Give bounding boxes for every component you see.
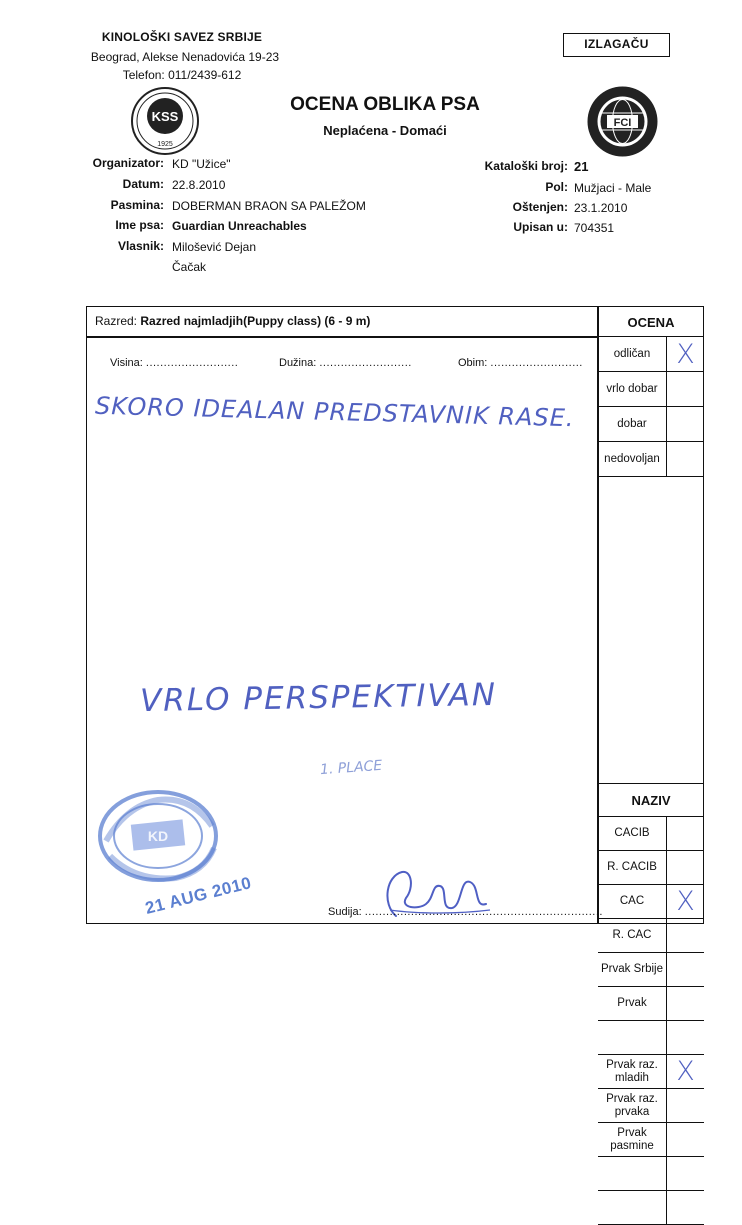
naziv-label — [598, 1191, 667, 1225]
ocena-checkbox[interactable] — [667, 407, 704, 442]
ocena-row — [598, 337, 704, 372]
naziv-label: Prvak raz. mladih — [598, 1055, 667, 1089]
ocena-row — [598, 372, 704, 407]
naziv-label: CACIB — [598, 817, 667, 851]
naziv-label: Prvak raz. prvaka — [598, 1089, 667, 1123]
ocena-label: nedovoljan — [598, 442, 667, 477]
naziv-list — [598, 817, 704, 1225]
razred-label: Razred: — [95, 314, 138, 328]
ocena-checkbox[interactable] — [667, 442, 704, 477]
visina-field — [110, 357, 238, 369]
naziv-label: R. CACIB — [598, 851, 667, 885]
handwritten-placement: 1. PLACE — [319, 757, 383, 779]
naziv-label: CAC — [598, 885, 667, 919]
ocena-list — [598, 337, 704, 477]
naziv-checkbox[interactable] — [667, 817, 704, 851]
organization-name: KINOLOŠKI SAVEZ SRBIJE — [101, 30, 263, 44]
naziv-checkbox[interactable] — [667, 1191, 704, 1225]
naziv-row — [598, 1123, 704, 1157]
sudija-label: Sudija: — [328, 906, 362, 918]
obim-dots: .......................... — [490, 357, 583, 369]
fci-logo-icon — [586, 85, 659, 158]
naziv-checkbox[interactable] — [667, 1089, 704, 1123]
naziv-label: Prvak pasmine — [598, 1123, 667, 1157]
naziv-checkbox[interactable]: X — [667, 885, 704, 919]
naziv-header: NAZIV — [598, 783, 704, 817]
stamp-inner-text: KD — [147, 828, 169, 844]
ime-psa-label: Ime psa: — [115, 218, 164, 232]
ocena-label: vrlo dobar — [598, 372, 667, 407]
naziv-label: Prvak Srbije — [598, 953, 667, 987]
naziv-checkbox[interactable] — [667, 953, 704, 987]
naziv-row — [598, 851, 704, 885]
copy-label-box: IZLAGAČU — [563, 33, 670, 57]
class-row-divider — [86, 336, 599, 338]
form-title: OCENA OBLIKA PSA — [290, 94, 480, 115]
vlasnik-label: Vlasnik: — [117, 239, 164, 253]
naziv-checkbox[interactable] — [667, 851, 704, 885]
form-subtitle: Neplaćena - Domaći — [323, 123, 447, 138]
ocena-header: OCENA — [598, 306, 704, 337]
pol-label: Pol: — [545, 180, 568, 194]
sudija-field — [328, 906, 603, 918]
naziv-checkbox[interactable] — [667, 1123, 704, 1157]
ostenjen-value: 23.1.2010 — [574, 201, 628, 215]
stamp-date: 21 AUG 2010 — [143, 873, 254, 918]
pol-value: Mužjaci - Male — [574, 181, 652, 195]
naziv-label: Prvak — [598, 987, 667, 1021]
sudija-dots: ................................................................... — [364, 906, 603, 918]
naziv-checkbox[interactable] — [667, 987, 704, 1021]
naziv-row — [598, 953, 704, 987]
visina-dots: .......................... — [145, 357, 239, 369]
duzina-dots: .......................... — [319, 357, 412, 369]
ocena-checkbox[interactable]: X — [667, 337, 704, 372]
duzina-field — [279, 357, 412, 369]
pasmina-value: DOBERMAN BRAON SA PALEŽOM — [172, 199, 366, 213]
naziv-label — [598, 1157, 667, 1191]
naziv-checkbox[interactable] — [667, 1157, 704, 1191]
datum-label: Datum: — [122, 177, 164, 191]
ocena-checkbox[interactable] — [667, 372, 704, 407]
kss-logo-year: 1925 — [157, 141, 173, 148]
pasmina-label: Pasmina: — [110, 198, 164, 212]
razred-value: Razred najmladjih(Puppy class) (6 - 9 m) — [140, 314, 371, 328]
ocena-row — [598, 442, 704, 477]
katalog-label: Kataloški broj: — [484, 159, 568, 173]
kss-logo-icon — [130, 86, 200, 156]
vlasnik-city: Čačak — [172, 260, 207, 274]
handwritten-comment-2: VRLO PERSPEKTIVAN — [139, 676, 498, 720]
naziv-row — [598, 1191, 704, 1225]
organizator-value: KD "Užice" — [172, 157, 231, 171]
naziv-row — [598, 817, 704, 851]
vlasnik-value: Milošević Dejan — [172, 240, 257, 254]
ocena-row — [598, 407, 704, 442]
datum-value: 22.8.2010 — [172, 178, 226, 192]
naziv-label — [598, 1021, 667, 1055]
organization-address: Beograd, Alekse Nenadovića 19-23 — [90, 50, 280, 64]
kss-logo-text: KSS — [151, 109, 179, 124]
obim-label: Obim: — [458, 357, 488, 369]
upisan-value: 704351 — [574, 221, 615, 235]
naziv-checkbox[interactable] — [667, 1021, 704, 1055]
upisan-label: Upisan u: — [513, 220, 568, 234]
naziv-row — [598, 1055, 704, 1089]
fci-logo-text: FCI — [613, 117, 632, 129]
visina-label: Visina: — [110, 357, 143, 369]
organization-phone: Telefon: 011/2439-612 — [122, 68, 242, 82]
razred-row — [95, 314, 370, 328]
naziv-checkbox[interactable]: X — [667, 1055, 704, 1089]
ime-psa-value: Guardian Unreachables — [172, 219, 307, 233]
naziv-row — [598, 885, 704, 919]
katalog-value: 21 — [574, 159, 589, 174]
obim-field — [458, 357, 583, 369]
naziv-row — [598, 1021, 704, 1055]
ocena-label: dobar — [598, 407, 667, 442]
handwritten-comment-1: SKORO IDEALAN PREDSTAVNIK RASE. — [94, 391, 575, 433]
club-stamp-icon — [96, 786, 226, 886]
naziv-row — [598, 1089, 704, 1123]
ocena-label: odličan — [598, 337, 667, 372]
organizator-label: Organizator: — [92, 156, 164, 170]
naziv-row — [598, 919, 704, 953]
naziv-row — [598, 987, 704, 1021]
rating-table — [598, 306, 704, 1152]
naziv-label: R. CAC — [598, 919, 667, 953]
naziv-checkbox[interactable] — [667, 919, 704, 953]
duzina-label: Dužina: — [279, 357, 317, 369]
naziv-row — [598, 1157, 704, 1191]
ostenjen-label: Oštenjen: — [512, 200, 568, 214]
